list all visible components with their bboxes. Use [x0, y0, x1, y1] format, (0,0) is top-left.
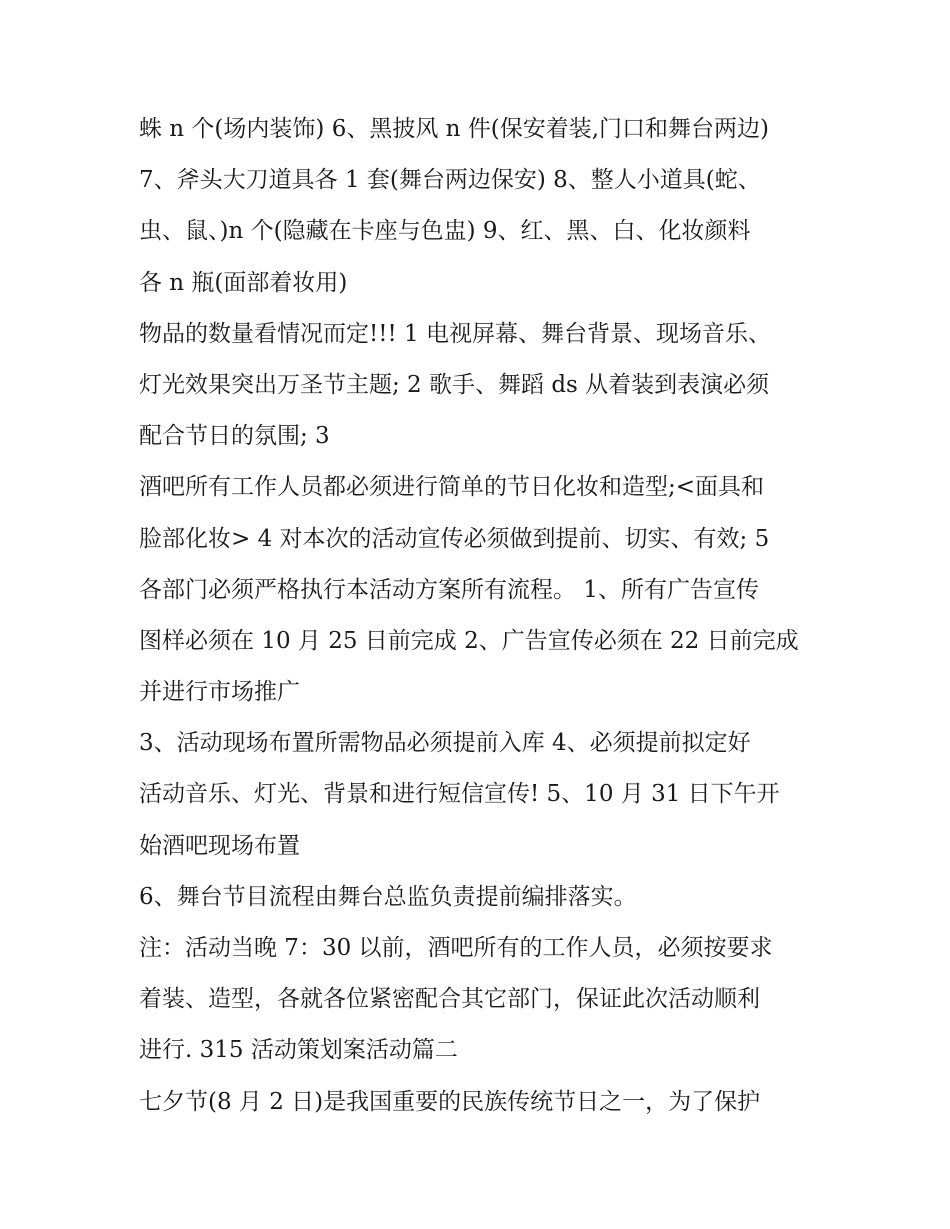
text-line: 7、斧头大刀道具各 1 套(舞台两边保安) 8、整人小道具(蛇、: [139, 167, 761, 194]
text-line: 活动音乐、灯光、背景和进行短信宣传! 5、10 月 31 日下午开: [139, 781, 780, 808]
text-line: 灯光效果突出万圣节主题; 2 歌手、舞蹈 ds 从着装到表演必须: [139, 371, 770, 398]
text-line: 并进行市场推广: [139, 679, 300, 706]
text-line: 注：活动当晚 7：30 以前，酒吧所有的工作人员，必须按要求: [139, 935, 773, 961]
text-line: 始酒吧现场布置: [139, 832, 300, 859]
text-line: 6、舞台节目流程由舞台总监负责提前编排落实。: [139, 883, 637, 910]
text-line: 蛛 n 个(场内装饰) 6、黑披风 n 件(保安着装,门口和舞台两边): [139, 116, 770, 142]
text-line: 图样必须在 10 月 25 日前完成 2、广告宣传必须在 22 日前完成: [139, 627, 799, 654]
text-line: 脸部化妆> 4 对本次的活动宣传必须做到提前、切实、有效; 5: [139, 525, 770, 552]
text-line: 虫、鼠、)n 个(隐藏在卡座与色盅) 9、红、黑、白、化妆颜料: [139, 218, 751, 245]
text-line: 酒吧所有工作人员都必须进行简单的节日化妆和造型;<面具和: [139, 474, 765, 501]
text-line: 着装、造型，各就各位紧密配合其它部门，保证此次活动顺利: [139, 986, 760, 1013]
text-line: 七夕节(8 月 2 日)是我国重要的民族传统节日之一，为了保护: [139, 1088, 761, 1115]
text-line: 各 n 瓶(面部着妆用): [139, 269, 348, 296]
text-line: 物品的数量看情况而定!!! 1 电视屏幕、舞台背景、现场音乐、: [139, 320, 771, 347]
text-line: 各部门必须严格执行本活动方案所有流程。 1、所有广告宣传: [139, 576, 759, 603]
text-line: 进行. 315 活动策划案活动篇二: [139, 1037, 458, 1064]
text-line: 3、活动现场布置所需物品必须提前入库 4、必须提前拟定好: [139, 730, 751, 757]
text-line: 配合节日的氛围; 3: [139, 423, 330, 450]
document-body: [139, 104, 829, 1128]
